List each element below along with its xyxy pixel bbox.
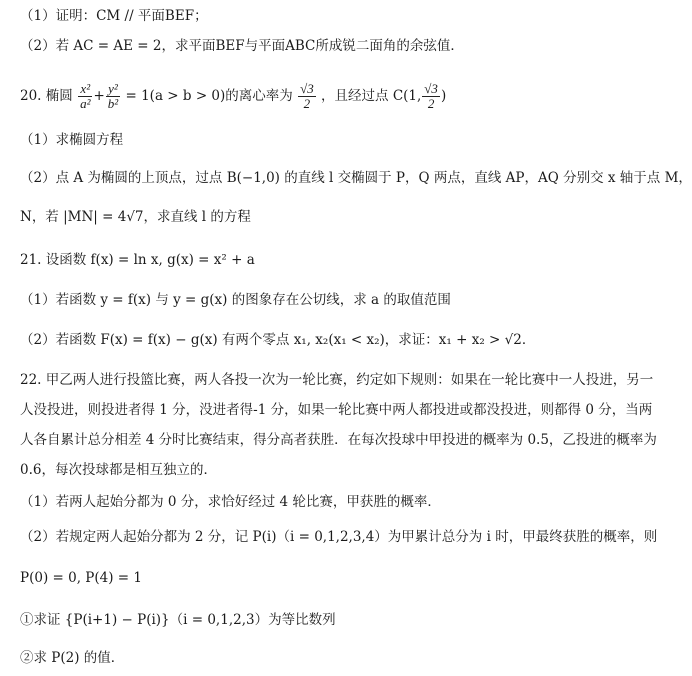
num-y2: y²	[106, 82, 120, 97]
question-22-line-b: 人没投进，则投进者得 1 分，没进者得-1 分，如果一轮比赛中两人都投进或都没投进，则都得 0 分，当两	[20, 402, 653, 418]
frac-x2-a2	[78, 82, 92, 111]
q22-s2: ②求 P(2) 的值．	[20, 650, 125, 666]
num-sqrt3-b: √3	[424, 81, 438, 96]
q22-sub2b: P(0) = 0, P(4) = 1	[20, 570, 142, 586]
q20-sub1: （1）求椭圆方程	[20, 132, 124, 148]
frac-point-y	[422, 82, 440, 111]
den-b2: b²	[107, 96, 119, 111]
q20-eq: = 1(a > b > 0)的离心率为	[125, 88, 293, 104]
num-sqrt3-a: √3	[300, 81, 314, 96]
question-22-line-c: 人各自累计总分相差 4 分时比赛结束，得分高者获胜．在每次投球中甲投进的概率为 0.5，乙投进的概率为	[20, 432, 657, 448]
q21-sub2: （2）若函数 F(x) = f(x) − g(x) 有两个零点 x₁, x₂(x₁ < x₂)，求证：x₁ + x₂ > √2．	[20, 332, 536, 348]
q22-sub1: （1）若两人起始分都为 0 分，求恰好经过 4 轮比赛，甲获胜的概率．	[20, 494, 441, 510]
frac-y2-b2	[106, 82, 120, 111]
question-21: 21. 设函数 f(x) = ln x, g(x) = x² + a	[20, 252, 255, 268]
den-a2: a²	[80, 96, 91, 111]
q20-sub2b: N，若 |MN| = 4√7，求直线 l 的方程	[20, 209, 251, 225]
question-22-line-d: 0.6，每次投球都是相互独立的．	[20, 462, 217, 478]
question-20: 20. 椭圆 $\frac{\text{x²}}{\text{a²}}$ + $\frac{\text{y²}}{\text{b²}}$ = 1(a > b > 0)的离心率为 $\frac{√3}{2}$ ，且经过点 C(1, $\frac{√3}{2}$ )	[20, 81, 447, 111]
question-22-line-a: 22. 甲乙两人进行投篮比赛，两人各投一次为一轮比赛，约定如下规则：如果在一轮比赛中一人投进，另一	[20, 372, 654, 388]
den-2-b: 2	[427, 96, 435, 111]
line-1: （1）证明：CM // 平面BEF；	[20, 8, 208, 24]
num-x2: x²	[78, 82, 92, 97]
den-2-a: 2	[303, 96, 311, 111]
q22-s1: ①求证 {P(i+1) − P(i)}（i = 0,1,2,3）为等比数列	[20, 612, 336, 628]
q20-mid: ，且经过点	[321, 88, 389, 104]
q20-point: C(1,	[392, 88, 422, 104]
frac-eccentricity	[298, 82, 316, 111]
q21-sub1: （1）若函数 y = f(x) 与 y = g(x) 的图象存在公切线，求 a 的取值范围	[20, 292, 451, 308]
line-2: （2）若 AC = AE = 2，求平面BEF与平面ABC所成锐二面角的余弦值．	[20, 38, 464, 54]
q22-sub2: （2）若规定两人起始分都为 2 分，记 P(i)（i = 0,1,2,3,4）为甲累计总分为 i 时，甲最终获胜的概率，则	[20, 529, 658, 545]
q20-prefix: 20. 椭圆	[20, 88, 73, 104]
q20-sub2: （2）点 A 为椭圆的上顶点，过点 B(−1,0) 的直线 l 交椭圆于 P，Q 两点，直线 AP，AQ 分别交 x 轴于点 M，	[20, 170, 692, 186]
